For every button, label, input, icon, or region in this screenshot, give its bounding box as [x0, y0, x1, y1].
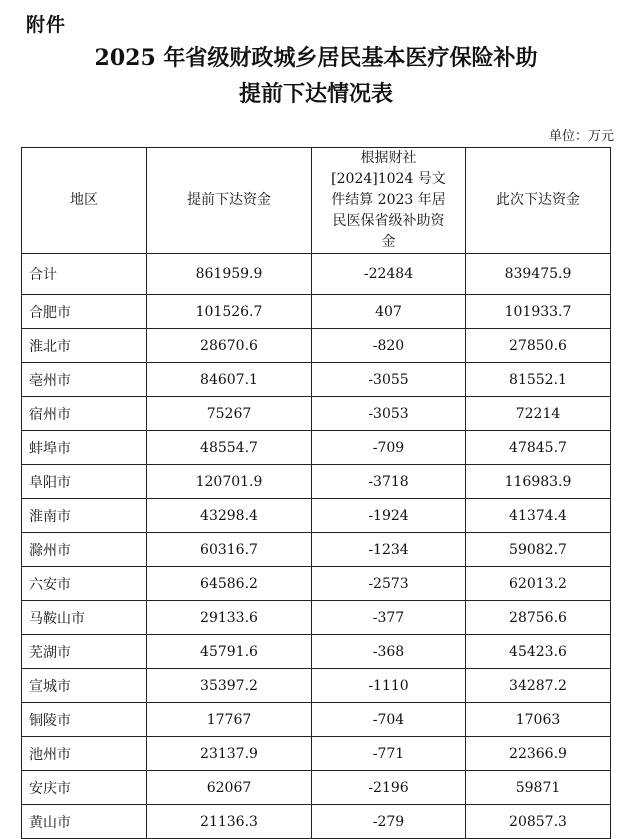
cell-advance-funds: 60316.7 — [147, 533, 312, 567]
header-region: 地区 — [22, 148, 147, 254]
cell-current-funds: 17063 — [466, 703, 611, 737]
page-title-line-1: 2025 年省级财政城乡居民基本医疗保险补助 — [94, 45, 538, 71]
cell-region: 淮南市 — [22, 499, 147, 533]
cell-current-funds: 22366.9 — [466, 737, 611, 771]
cell-settlement-funds: -377 — [312, 601, 466, 635]
table-row — [22, 567, 611, 601]
cell-current-funds: 27850.6 — [466, 329, 611, 363]
cell-advance-funds: 84607.1 — [147, 363, 312, 397]
cell-advance-funds: 101526.7 — [147, 295, 312, 329]
table-row — [22, 363, 611, 397]
header-settlement-funds — [312, 148, 466, 254]
page-title-line-2: 提前下达情况表 — [238, 81, 393, 107]
cell-region: 芜湖市 — [22, 635, 147, 669]
table-row — [22, 771, 611, 805]
header-settlement-text: 根据财社[2024]1024 号文件结算 2023 年居民医保省级补助资金 — [331, 150, 446, 250]
cell-advance-funds: 64586.2 — [147, 567, 312, 601]
cell-current-funds: 47845.7 — [466, 431, 611, 465]
cell-settlement-funds: -1924 — [312, 499, 466, 533]
cell-current-funds: 59082.7 — [466, 533, 611, 567]
cell-advance-funds: 23137.9 — [147, 737, 312, 771]
cell-region: 淮北市 — [22, 329, 147, 363]
cell-settlement-funds: -2573 — [312, 567, 466, 601]
cell-region: 六安市 — [22, 567, 147, 601]
cell-settlement-funds: -3055 — [312, 363, 466, 397]
table-row — [22, 499, 611, 533]
table-row — [22, 254, 611, 295]
table-row — [22, 601, 611, 635]
table-row — [22, 329, 611, 363]
cell-settlement-funds: -22484 — [312, 254, 466, 295]
cell-region: 合计 — [22, 254, 147, 295]
table-row — [22, 737, 611, 771]
header-advance-funds: 提前下达资金 — [147, 148, 312, 254]
cell-settlement-funds: -704 — [312, 703, 466, 737]
subsidy-table — [21, 147, 611, 839]
cell-region: 宿州市 — [22, 397, 147, 431]
cell-settlement-funds: -1234 — [312, 533, 466, 567]
table-row — [22, 295, 611, 329]
unit-label: 单位：万元 — [548, 129, 614, 144]
cell-current-funds: 81552.1 — [466, 363, 611, 397]
cell-advance-funds: 17767 — [147, 703, 312, 737]
cell-advance-funds: 75267 — [147, 397, 312, 431]
cell-region: 安庆市 — [22, 771, 147, 805]
cell-region: 池州市 — [22, 737, 147, 771]
cell-region: 马鞍山市 — [22, 601, 147, 635]
table-row — [22, 669, 611, 703]
cell-settlement-funds: 407 — [312, 295, 466, 329]
cell-region: 宣城市 — [22, 669, 147, 703]
cell-current-funds: 72214 — [466, 397, 611, 431]
cell-advance-funds: 35397.2 — [147, 669, 312, 703]
cell-region: 亳州市 — [22, 363, 147, 397]
cell-current-funds: 101933.7 — [466, 295, 611, 329]
cell-region: 滁州市 — [22, 533, 147, 567]
cell-current-funds: 59871 — [466, 771, 611, 805]
cell-settlement-funds: -2196 — [312, 771, 466, 805]
cell-region: 合肥市 — [22, 295, 147, 329]
cell-advance-funds: 21136.3 — [147, 805, 312, 839]
cell-region: 阜阳市 — [22, 465, 147, 499]
cell-advance-funds: 28670.6 — [147, 329, 312, 363]
cell-settlement-funds: -771 — [312, 737, 466, 771]
cell-advance-funds: 120701.9 — [147, 465, 312, 499]
cell-current-funds: 20857.3 — [466, 805, 611, 839]
cell-advance-funds: 62067 — [147, 771, 312, 805]
table-row — [22, 533, 611, 567]
cell-region: 铜陵市 — [22, 703, 147, 737]
table-row — [22, 431, 611, 465]
cell-current-funds: 116983.9 — [466, 465, 611, 499]
cell-current-funds: 28756.6 — [466, 601, 611, 635]
cell-advance-funds: 48554.7 — [147, 431, 312, 465]
cell-settlement-funds: -368 — [312, 635, 466, 669]
cell-advance-funds: 43298.4 — [147, 499, 312, 533]
cell-settlement-funds: -3053 — [312, 397, 466, 431]
cell-region: 黄山市 — [22, 805, 147, 839]
cell-current-funds: 45423.6 — [466, 635, 611, 669]
cell-region: 蚌埠市 — [22, 431, 147, 465]
cell-settlement-funds: -1110 — [312, 669, 466, 703]
cell-settlement-funds: -820 — [312, 329, 466, 363]
cell-current-funds: 62013.2 — [466, 567, 611, 601]
table-row — [22, 465, 611, 499]
cell-settlement-funds: -709 — [312, 431, 466, 465]
table-row — [22, 703, 611, 737]
cell-settlement-funds: -279 — [312, 805, 466, 839]
table-row — [22, 635, 611, 669]
attachment-label: 附件 — [26, 14, 67, 36]
cell-advance-funds: 45791.6 — [147, 635, 312, 669]
cell-advance-funds: 29133.6 — [147, 601, 312, 635]
cell-advance-funds: 861959.9 — [147, 254, 312, 295]
table-header-row — [22, 148, 611, 254]
cell-current-funds: 34287.2 — [466, 669, 611, 703]
cell-current-funds: 839475.9 — [466, 254, 611, 295]
header-current-funds: 此次下达资金 — [466, 148, 611, 254]
table-row — [22, 805, 611, 839]
table-row — [22, 397, 611, 431]
cell-settlement-funds: -3718 — [312, 465, 466, 499]
cell-current-funds: 41374.4 — [466, 499, 611, 533]
